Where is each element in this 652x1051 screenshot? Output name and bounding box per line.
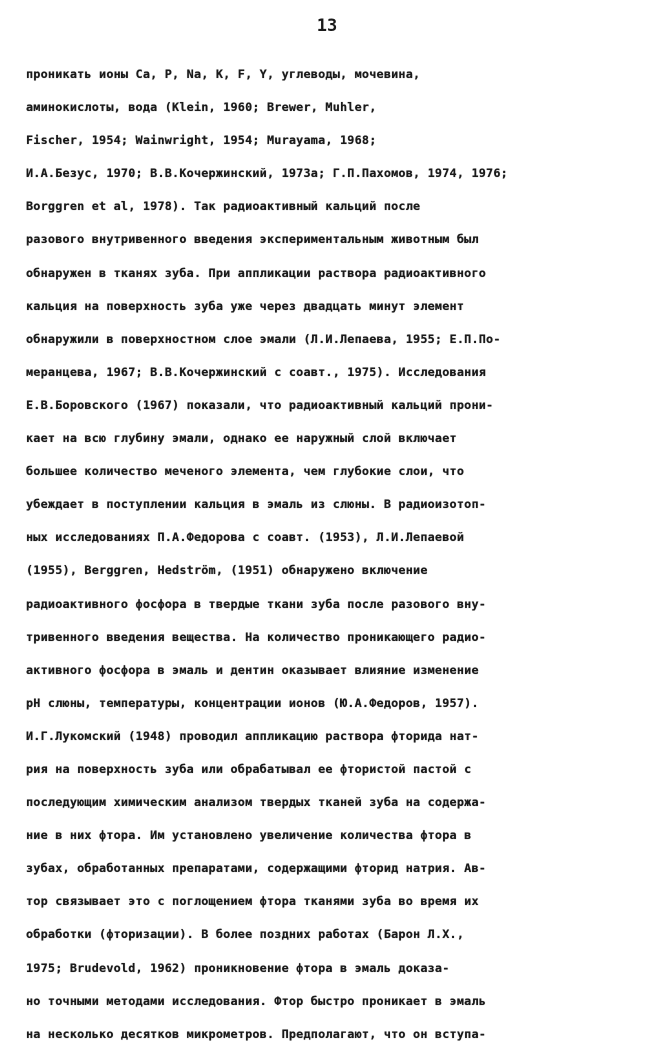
text-line: pH слюны, температуры, концентрации ионов (Ю.А.Федоров, 1957). [26,695,479,710]
text-line: Fischer, 1954; Wainwright, 1954; Murayama, 1968; [26,133,377,148]
text-line: Borggren et al, 1978). Так радиоактивный кальций после [26,199,421,214]
text-line: тривенного введения вещества. На количество проникающего радио- [26,629,487,644]
text-line: обнаружен в тканях зуба. При аппликации раствора радиоактивного [26,265,487,280]
text-line: ных исследованиях П.А.Федорова с соавт. (1953), Л.И.Лепаевой [26,530,465,545]
text-line: Е.В.Боровского (1967) показали, что радиоактивный кальций прони- [26,397,494,412]
text-line: тор связывает это с поглощением фтора тканями зуба во время их [26,894,479,909]
text-line: разового внутривенного введения экспериментальным животным был [26,232,479,247]
page-number: 13 [316,16,338,36]
text-line: зубах, обработанных препаратами, содержащими фторид натрия. Ав- [26,861,487,876]
text-line: 1975; Brudevold, 1962) проникновение фтора в эмаль доказа- [26,960,450,975]
text-line: кает на всю глубину эмали, однако ее наружный слой включает [26,431,457,446]
text-line: большее количество меченого элемента, чем глубокие слои, что [26,464,465,479]
body-text [26,58,628,1051]
text-line: ние в них фтора. Им установлено увеличение количества фтора в [26,828,472,843]
text-line: на несколько десятков микрометров. Предполагают, что он вступа- [26,1026,487,1041]
text-line: кальция на поверхность зуба уже через двадцать минут элемент [26,298,465,313]
text-line: И.Г.Лукомский (1948) проводил аппликацию раствора фторида нат- [26,728,479,743]
text-line: радиоактивного фосфора в твердые ткани зуба после разового вну- [26,596,487,611]
text-line: рия на поверхность зуба или обрабатывал ее фтористой пастой с [26,761,472,776]
text-line: И.А.Безус, 1970; В.В.Кочержинский, 1973а; Г.П.Пахомов, 1974, 1976; [26,166,508,181]
text-line: меранцева, 1967; В.В.Кочержинский с соавт., 1975). Исследования [26,364,487,379]
text-line: но точными методами исследования. Фтор быстро проникает в эмаль [26,993,487,1008]
text-line: аминокислоты, вода (Klein, 1960; Brewer, Muhler, [26,100,377,115]
text-line: последующим химическим анализом твердых тканей зуба на содержа- [26,795,487,810]
text-line: проникать ионы Ca, P, Na, K, F, Y, углеводы, мочевина, [26,67,421,81]
text-line: обнаружили в поверхностном слое эмали (Л.И.Лепаева, 1955; Е.П.По- [26,331,501,346]
text-line: активного фосфора в эмаль и дентин оказывает влияние изменение [26,662,479,677]
text-line: убеждает в поступлении кальция в эмаль из слюны. В радиоизотоп- [26,497,487,512]
text-line: (1955), Berggren, Hedström, (1951) обнаружено включение [26,563,428,578]
text-line: обработки (фторизации). В более поздних работах (Барон Л.Х., [26,927,465,942]
